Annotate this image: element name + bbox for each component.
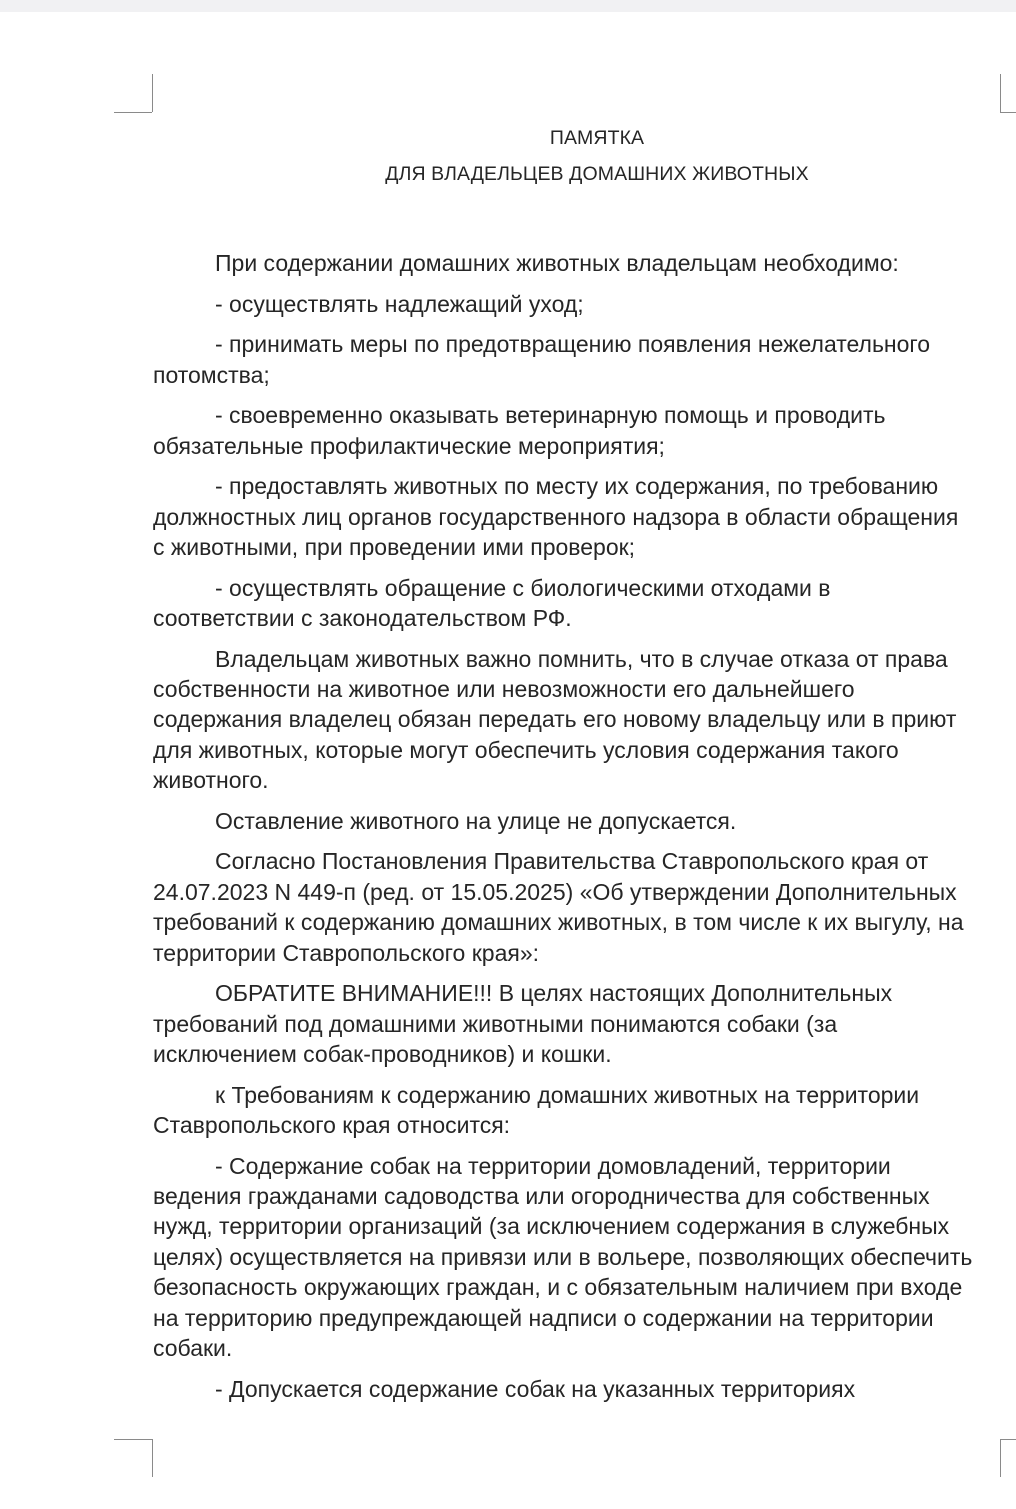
document-page <box>0 12 1016 1509</box>
document-heading <box>0 120 1016 192</box>
document-subtitle: ДЛЯ ВЛАДЕЛЬЦЕВ ДОМАШНИХ ЖИВОТНЫХ <box>385 163 809 185</box>
paragraph: Владельцам животных важно помнить, что в случае отказа от права собственности на животное или невозможности его дальнейшего содержания владелец обязан передать его новому владельцу или в приют для животных, которые могут обеспечить условия содержания такого животного. <box>153 645 957 794</box>
list-item: - предоставлять животных по месту их содержания, по требованию должностных лиц органов государственного надзора в области обращения с животными, при проведении ими проверок; <box>153 473 959 560</box>
document-title: ПАМЯТКА <box>549 127 645 149</box>
list-item: - принимать меры по предотвращению появления нежелательного потомства; <box>153 331 931 388</box>
paragraph: При содержании домашних животных владельцам необходимо: <box>215 250 899 276</box>
paragraph: ОБРАТИТЕ ВНИМАНИЕ!!! В целях настоящих Дополнительных требований под домашними животными понимаются собаки (за исключением собак-проводников) и кошки. <box>153 980 893 1068</box>
list-item: - Содержание собак на территории домовладений, территории ведения гражданами садоводства или огородничества для собственных нужд, территории организаций (за исключением содержания в служебных целях) осуществляется на привязи или в вольере, позволяющих обеспечить безопасность окружающих граждан, и с обязательным наличием при входе на территорию предупреждающей надписи о содержании на территории собаки. <box>153 1152 973 1362</box>
paragraph: к Требованиям к содержанию домашних животных на территории Ставропольского края относится: <box>153 1081 920 1139</box>
list-item: - осуществлять надлежащий уход; <box>215 290 584 317</box>
list-item: - осуществлять обращение с биологическими отходами в соответствии с законодательством РФ. <box>153 574 831 631</box>
paragraph: Согласно Постановления Правительства Ставропольского края от 24.07.2023 N 449-п (ред. от 15.05.2025) «Об утверждении Дополнительных требований к содержанию домашних животных, в том числе к их выгулу, на территории Ставропольского края»: <box>153 848 964 966</box>
document-body <box>153 248 975 1414</box>
paragraph: Оставление животного на улице не допускается. <box>215 807 737 834</box>
list-item: - Допускается содержание собак на указанных территориях <box>215 1375 856 1402</box>
list-item: - своевременно оказывать ветеринарную помощь и проводить обязательные профилактические мероприятия; <box>153 402 886 459</box>
